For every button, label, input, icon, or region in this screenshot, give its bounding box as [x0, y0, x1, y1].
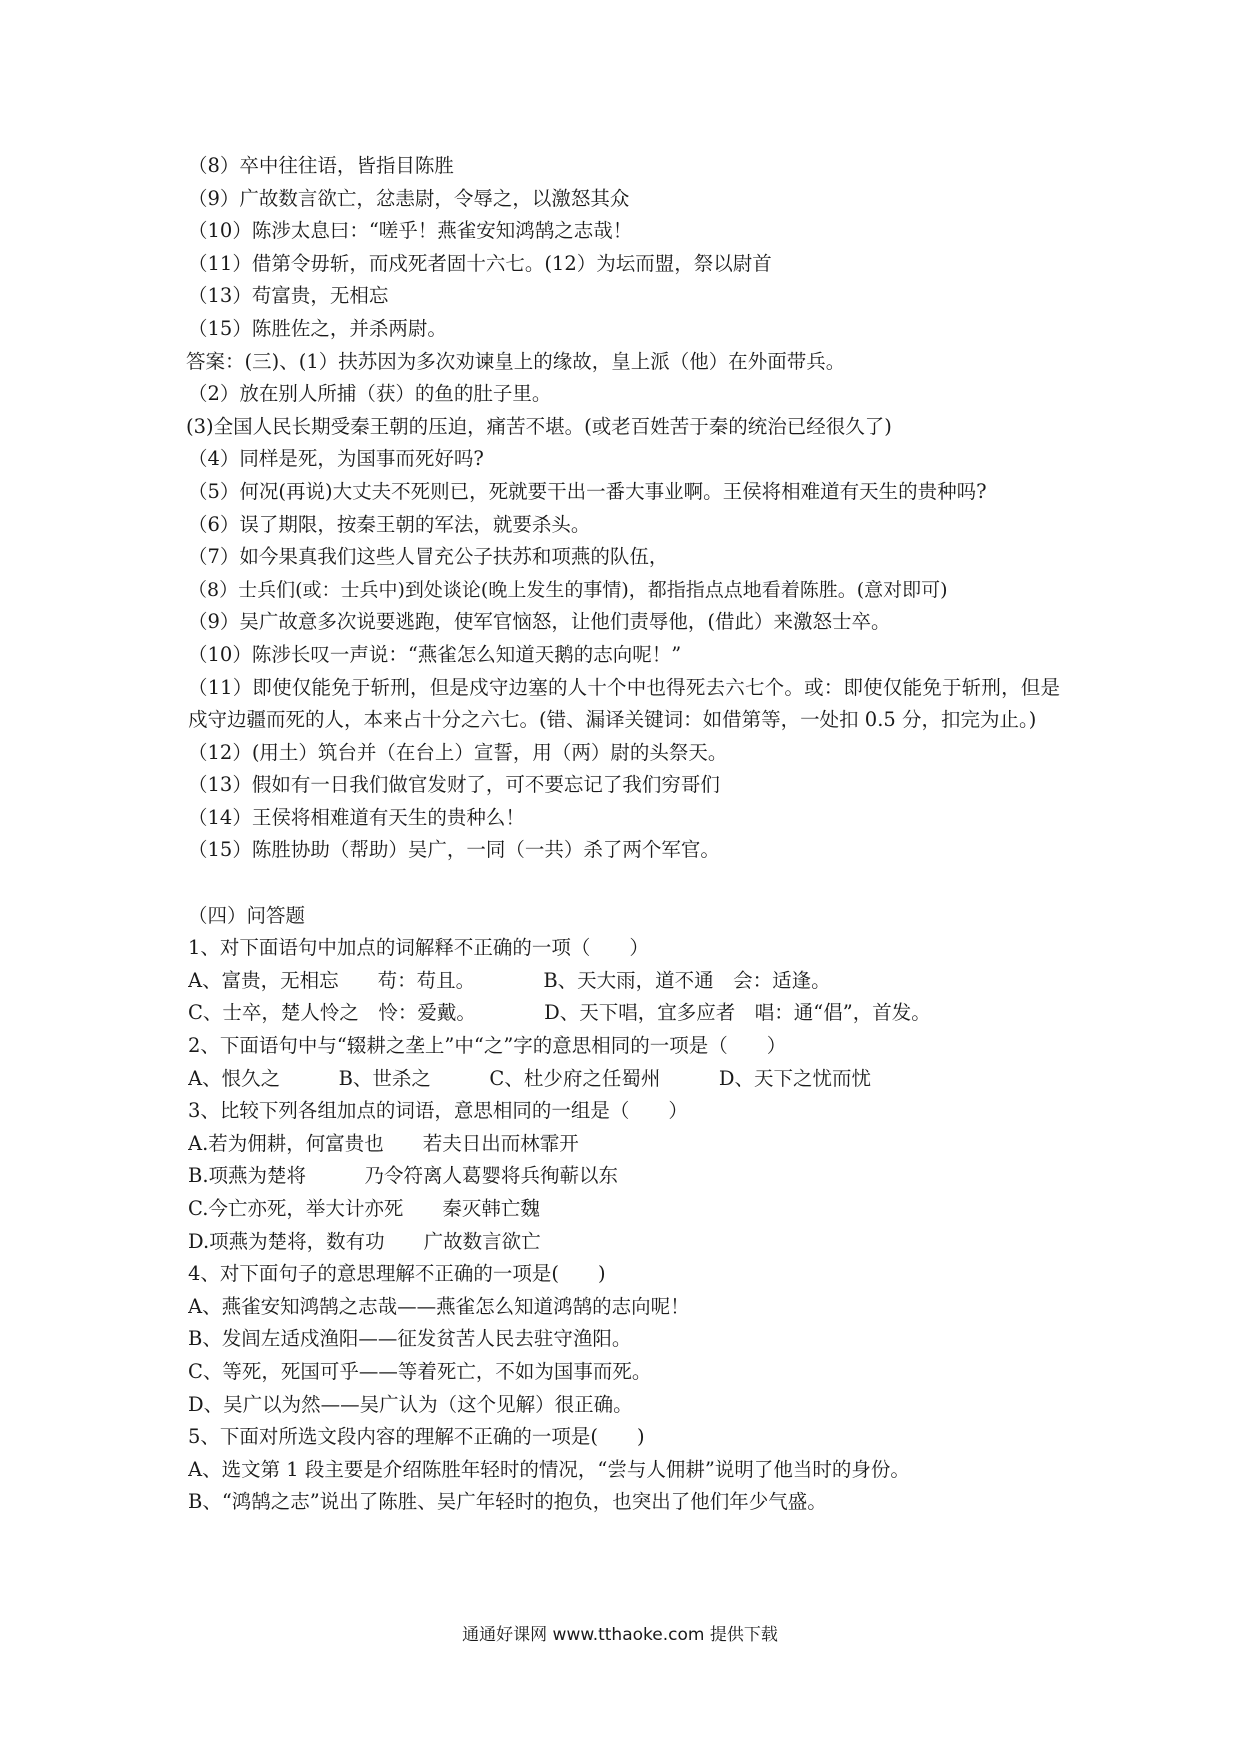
- text-line: （13）假如有一日我们做官发财了，可不要忘记了我们穷哥们: [188, 773, 720, 797]
- document-body: [188, 150, 1060, 1519]
- text-line: （9）吴广故意多次说要逃跑，使军官恼怒，让他们责辱他，(借此）来激怒士卒。: [188, 610, 891, 634]
- section-heading: （四）问答题: [188, 903, 306, 927]
- answer-heading: 答案：(三)、(1）扶苏因为多次劝谏皇上的缘故，皇上派（他）在外面带兵。: [186, 349, 846, 373]
- question-2: 2、下面语句中与“辍耕之垄上”中“之”字的意思相同的一项是（ ）: [188, 1034, 787, 1058]
- question-1-options-cd: C、士卒，楚人怜之 怜：爱戴。 D、天下唱，宜多应者 唱：通“倡”，首发。: [188, 1001, 931, 1025]
- text-line: （12）(用土）筑台并（在台上）宣誓，用（两）尉的头祭天。: [188, 740, 728, 764]
- question-4-option-a: A、燕雀安知鸿鹄之志哉——燕雀怎么知道鸿鹄的志向呢！: [188, 1294, 690, 1318]
- question-4-option-d: D、吴广以为然——吴广认为（这个见解）很正确。: [188, 1392, 633, 1416]
- text-line: （8）士兵们(或：士兵中)到处谈论(晚上发生的事情)，都指指点点地看着陈胜。(意对即可): [188, 578, 948, 601]
- text-line: (3)全国人民长期受秦王朝的压迫，痛苦不堪。(或老百姓苦于秦的统治已经很久了): [186, 414, 892, 438]
- page-footer: 通通好课网 www.tthaoke.com 提供下载: [462, 1625, 778, 1645]
- text-line: （8）卒中往往语，皆指目陈胜: [188, 154, 454, 177]
- question-5-option-a: A、选文第 1 段主要是介绍陈胜年轻时的情况，“尝与人佣耕”说明了他当时的身份。: [188, 1457, 910, 1481]
- text-line: （2）放在别人所捕（获）的鱼的肚子里。: [188, 382, 552, 406]
- text-line: （14）王侯将相难道有天生的贵种么！: [188, 805, 525, 829]
- text-paragraph: （5）何况(再说)大丈夫不死则已，死就要干出一番大事业啊。王侯将相难道有天生的贵种吗?: [188, 479, 987, 503]
- question-4-option-c: C、等死，死国可乎——等着死亡，不如为国事而死。: [188, 1359, 652, 1383]
- question-3-option-d: D.项燕为楚将，数有功 广故数言欲亡: [188, 1229, 541, 1253]
- question-2-options: A、恨久之 B、世杀之 C、杜少府之任蜀州 D、天下之忧而忧: [188, 1066, 871, 1090]
- text-line: （6）误了期限，按秦王朝的军法，就要杀头。: [188, 512, 591, 536]
- text-paragraph: （11）即使仅能免于斩刑，但是戍守边塞的人十个中也得死去六七个。或：即使仅能免于斩刑，但是戍守边疆而死的人，本来占十分之六七。(错、漏译关键词：如借第等，一处扣 0.5 分，扣完为止。): [188, 675, 1060, 732]
- question-3-option-b: B.项燕为楚将 乃令符离人葛婴将兵徇蕲以东: [188, 1164, 619, 1188]
- question-1-options-ab: A、富贵，无相忘 苟：苟且。 B、天大雨，道不通 会：适逢。: [188, 968, 831, 992]
- text-line: （13）苟富贵，无相忘: [188, 284, 389, 308]
- text-line: （4）同样是死，为国事而死好吗?: [188, 447, 484, 471]
- text-line: （15）陈胜协助（帮助）吴广，一同（一共）杀了两个军官。: [188, 838, 720, 862]
- text-line: （15）陈胜佐之，并杀两尉。: [188, 316, 447, 340]
- question-3: 3、比较下列各组加点的词语，意思相同的一组是（ ）: [188, 1099, 688, 1123]
- question-3-option-a: A.若为佣耕，何富贵也 若夫日出而林霏开: [188, 1131, 579, 1155]
- question-1: 1、对下面语句中加点的词解释不正确的一项（ ）: [188, 936, 649, 960]
- text-line: （7）如今果真我们这些人冒充公子扶苏和项燕的队伍，: [188, 545, 669, 569]
- text-line: （9）广故数言欲亡，忿恚尉，令辱之，以激怒其众: [188, 186, 630, 210]
- blank-line: [188, 867, 1060, 900]
- question-5-option-b: B、“鸿鹄之志”说出了陈胜、吴广年轻时的抱负，也突出了他们年少气盛。: [188, 1490, 827, 1514]
- question-4: 4、对下面句子的意思理解不正确的一项是( ): [188, 1262, 606, 1286]
- text-line: （11）借第令毋斩，而戍死者固十六七。(12）为坛而盟，祭以尉首: [188, 251, 772, 275]
- question-3-option-c: C.今亡亦死，举大计亦死 秦灭韩亡魏: [188, 1197, 540, 1220]
- question-4-option-b: B、发闾左适戍渔阳——征发贫苦人民去驻守渔阳。: [188, 1327, 632, 1351]
- text-line: （10）陈涉太息曰：“嗟乎！燕雀安知鸿鹄之志哉！: [188, 219, 633, 243]
- text-line: （10）陈涉长叹一声说：“燕雀怎么知道天鹅的志向呢！”: [188, 642, 682, 666]
- question-5: 5、下面对所选文段内容的理解不正确的一项是( ): [188, 1425, 645, 1449]
